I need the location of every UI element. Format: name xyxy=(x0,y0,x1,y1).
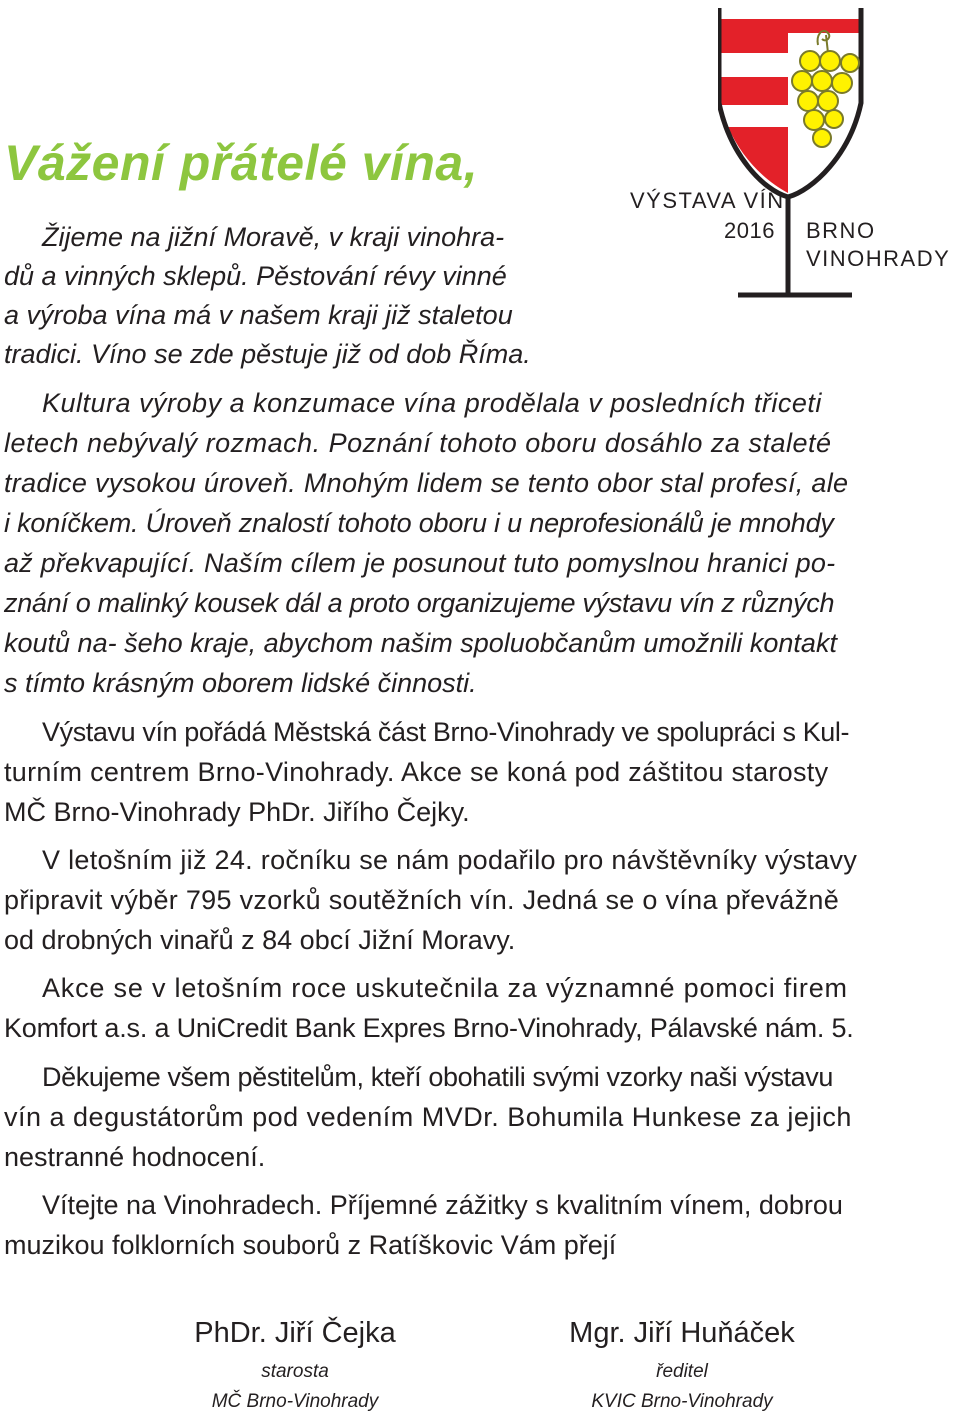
paragraph-3-line: MČ Brno-Vinohrady PhDr. Jiřího Čejky. xyxy=(4,797,470,827)
logo-district: VINOHRADY xyxy=(806,246,951,271)
logo-event-label: VÝSTAVA VÍN xyxy=(630,188,785,213)
paragraph-3-line: Výstavu vín pořádá Městská část Brno-Vinohrady ve spolupráci s Kul- xyxy=(42,717,850,747)
signature-role: ředitel xyxy=(656,1361,708,1382)
paragraph-2-line: s tímto krásným oborem lidské činnosti. xyxy=(4,668,477,698)
paragraph-5-line: Komfort a.s. a UniCredit Bank Expres Brno-Vinohrady, Pálavské nám. 5. xyxy=(4,1013,854,1043)
signature-block xyxy=(175,1313,415,1417)
paragraph-2-line: tradice vysokou úroveň. Mnohým lidem se tento obor stal profesí, ale xyxy=(4,468,849,498)
paragraph-2-line: letech nebývalý rozmach. Poznání tohoto oboru dosáhlo za staleté xyxy=(4,428,832,458)
paragraph-1-line: Žijeme na jižní Moravě, v kraji vinohra- xyxy=(42,222,505,252)
paragraph-7-line: muzikou folklorních souborů z Ratíškovic Vám přejí xyxy=(4,1230,617,1260)
paragraph-4-line: od drobných vinařů z 84 obcí Jižní Moravy. xyxy=(4,925,516,955)
paragraph-4-line: V letošním již 24. ročníku se nám podařilo pro návštěvníky výstavy xyxy=(42,845,858,875)
paragraph-2-line: koutů na- šeho kraje, abychom našim spoluobčanům umožnili kontakt xyxy=(4,628,837,658)
paragraph-2-line: znání o malinký kousek dál a proto organizujeme výstavu vín z různých xyxy=(4,588,835,618)
paragraph-1-line: dů a vinných sklepů. Pěstování révy vinné xyxy=(4,261,507,291)
paragraph-2-line: i koníčkem. Úroveň znalostí tohoto oboru i u neprofesionálů je mnohdy xyxy=(4,508,834,538)
page-heading: Vážení přátelé vína, xyxy=(4,135,479,191)
paragraph-3-line: turním centrem Brno-Vinohrady. Akce se koná pod záštitou starosty xyxy=(4,757,829,787)
signature-org: KVIC Brno-Vinohrady xyxy=(591,1391,773,1412)
paragraph-4-line: připravit výběr 795 vzorků soutěžních vín. Jedná se o vína převážně xyxy=(4,885,840,915)
signature-block xyxy=(552,1313,812,1417)
signature-name: Mgr. Jiří Huňáček xyxy=(569,1317,795,1349)
logo-city: BRNO xyxy=(806,218,876,243)
paragraph-6-line: Děkujeme všem pěstitelům, kteří obohatili svými vzorky naši výstavu xyxy=(42,1062,833,1092)
paragraph-2-line: Kultura výroby a konzumace vína prodělala v posledních třiceti xyxy=(42,388,822,418)
paragraph-2-line: až překvapující. Naším cílem je posunout tuto pomyslnou hranici po- xyxy=(4,548,836,578)
logo-year: 2016 xyxy=(724,218,775,243)
signature-name: PhDr. Jiří Čejka xyxy=(194,1317,396,1349)
paragraph-6-line: vín a degustátorům pod vedením MVDr. Bohumila Hunkese za jejich xyxy=(4,1102,852,1132)
paragraph-6-line: nestranné hodnocení. xyxy=(4,1142,266,1172)
paragraph-5-line: Akce se v letošním roce uskutečnila za významné pomoci firem xyxy=(42,973,848,1003)
signature-org: MČ Brno-Vinohrady xyxy=(211,1391,379,1412)
paragraph-1-line: tradici. Víno se zde pěstuje již od dob Říma. xyxy=(4,339,531,369)
paragraph-7-line: Vítejte na Vinohradech. Příjemné zážitky s kvalitním vínem, dobrou xyxy=(42,1190,843,1220)
signature-role: starosta xyxy=(261,1361,329,1382)
paragraph-1-line: a výroba vína má v našem kraji již staletou xyxy=(4,300,513,330)
